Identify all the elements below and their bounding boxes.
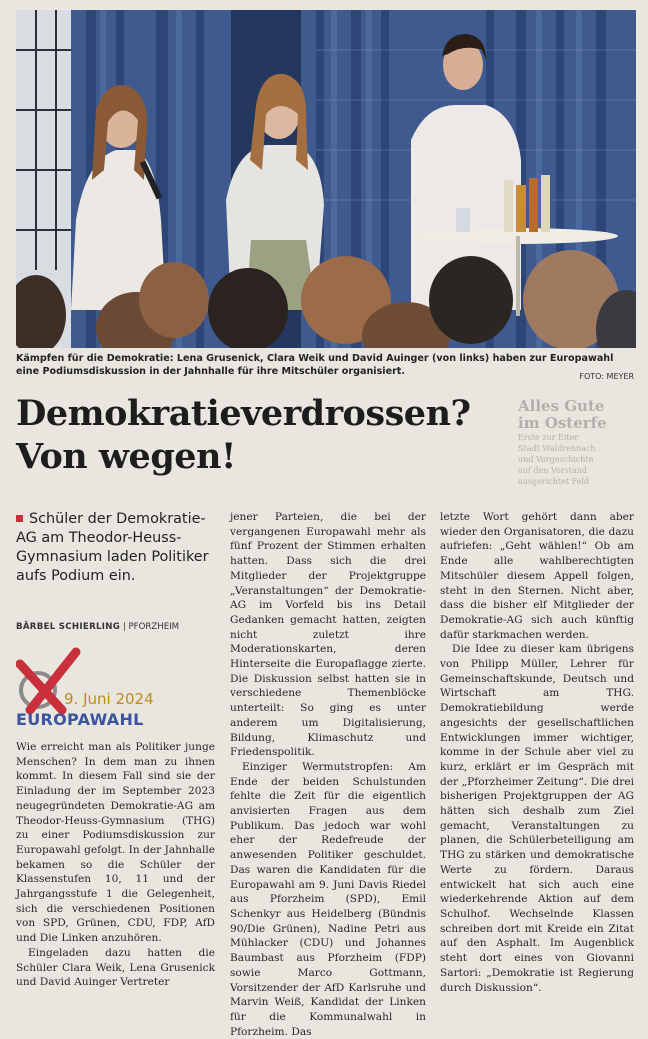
article-column-3	[440, 510, 634, 995]
byline-author: BÄRBEL SCHIERLING	[16, 622, 121, 632]
headline-line-1: Demokratieverdrossen?	[16, 393, 471, 434]
byline-place: PFORZHEIM	[128, 622, 180, 632]
byline	[16, 622, 216, 632]
ghost-line: und Vorgeschichte	[518, 455, 594, 464]
article-column-2	[230, 510, 426, 1039]
ghost-line: Erste zur Eiter	[518, 433, 579, 442]
article-column-1	[16, 740, 215, 990]
bullet-square-icon	[16, 515, 23, 522]
ghost-line: ausgerichtet Feld	[518, 477, 590, 486]
article-headline	[16, 392, 536, 478]
byline-separator: |	[122, 622, 126, 632]
paragraph: Eingeladen dazu hatten die Schüler Clara Weik, Lena Grusenick und David Auinger Vertreter	[16, 946, 215, 989]
ghost-heading-2: im Osterfe	[518, 414, 607, 432]
paragraph: jener Parteien, die bei der vergangenen Europawahl mehr als fünf Prozent der Stimmen erhalten hatten. Dass sich die drei Mitglieder der Projektgruppe „Veranstaltungen“ der Demokratie-AG im Vorfeld bis ins Detail Gedanken gemacht hatten, zeigten nicht zuletzt ihre Moderationskarten, deren Hinterseite die Europaflagge zierte. Die Diskussion selbst hatten sie in verschiedene Themenblöcke unterteilt: So ging es unter anderem um Digitalisierung, Bildung, Klimaschutz und Friedenspolitik.	[230, 511, 426, 759]
election-label: EUROPAWAHL	[16, 710, 144, 729]
paragraph: letzte Wort gehört dann aber wieder den Organisatoren, die dazu aufriefen: „Geht wählen!“ Ob am Ende alle wahlberechtigten Mitschüler diesem Appell folgen, steht in den Sternen. Nicht aber, dass die bisher elf Mitglieder der Demokratie-AG sich auch künftig dafür starkmachen werden.	[440, 511, 634, 641]
photo-caption: Kämpfen für die Demokratie: Lena Grusenick, Clara Weik und David Auinger (von links) haben zur Europawahl eine Podiumsdiskussion in der Jahnhalle für ihre Mitschüler organisiert.	[16, 353, 614, 377]
paragraph: Die Idee zu dieser kam übrigens von Philipp Müller, Lehrer für Gemeinschaftskunde, Deutsch und Wirtschaft am THG. Demokratiebildung werde angesichts der gesellschaftlichen Entwicklungen immer wichtiger, komme in der Schule aber viel zu kurz, erklärt er im Gespräch mit der „Pforzheimer Zeitung“. Die drei bisherigen Projektgruppen der AG hätten sich deshalb zum Ziel gemacht, Veranstaltungen zu planen, die Schülerbeteiligung am THG zu stärken und demokratische Werte zu fördern. Daraus entwickelt hat sich auch eine wiederkehrende Aktion auf dem Schulhof. Wechselnde Klassen schreiben dort mit Kreide ein Zitat auf den Asphalt. Im Augenblick steht dort eines von Giovanni Sartori: „Demokratie ist Regierung durch Diskussion“.	[440, 643, 634, 994]
teaser-text: Schüler der Demokratie-AG am Theodor-Heuss-Gymnasium laden Politiker aufs Podium ein.	[16, 511, 209, 584]
ghost-heading-1: Alles Gute	[518, 397, 605, 415]
paragraph: Wie erreicht man als Politiker junge Menschen? In dem man zu ihnen kommt. In diesem Fall sind sie der Einladung der im September 2023 neugegründeten Demokratie-AG am Theodor-Heuss-Gymnasium (THG) zu einer Podiumsdiskussion zur Europawahl gefolgt. In der Jahnhalle bekamen so die Schüler der Klassenstufen 10, 11 und der Jahrgangsstufe 1 die Gelegenheit, sich die verschiedenen Positionen von SPD, Grünen, CDU, FDP, AfD und Die Linken anzuhören.	[16, 741, 215, 945]
bleed-through-text	[518, 398, 638, 487]
election-date: 9. Juni 2024	[64, 690, 154, 708]
paragraph: Einziger Wermutstropfen: Am Ende der beiden Schulstunden fehlte die Zeit für die eigentlich anvisierten Fragen aus dem Publikum. Das jedoch war wohl eher der Redefreude der anwesenden Politiker geschuldet. Das waren die Kandidaten für die Europawahl am 9. Juni Davis Riedel aus Pforzheim (SPD), Emil Schenkyr aus Heidelberg (Bündnis 90/Die Grünen), Nadine Petri aus Mühlacker (CDU) und Johannes Baumbast aus Pforzheim (FDP) sowie Marco Gottmann, Vorsitzender der AfD Karlsruhe und Marvin Weiß, Kandidat der Linken für die Kommunalwahl in Pforzheim. Das	[230, 760, 426, 1038]
ghost-line: Stadt Waldrennach	[518, 444, 596, 453]
ghost-line: auf den Vorstand	[518, 466, 588, 475]
article-teaser	[16, 510, 212, 586]
photo-credit: FOTO: MEYER	[579, 372, 634, 381]
article-photo	[16, 10, 636, 348]
headline-line-2: Von wegen!	[16, 436, 236, 477]
